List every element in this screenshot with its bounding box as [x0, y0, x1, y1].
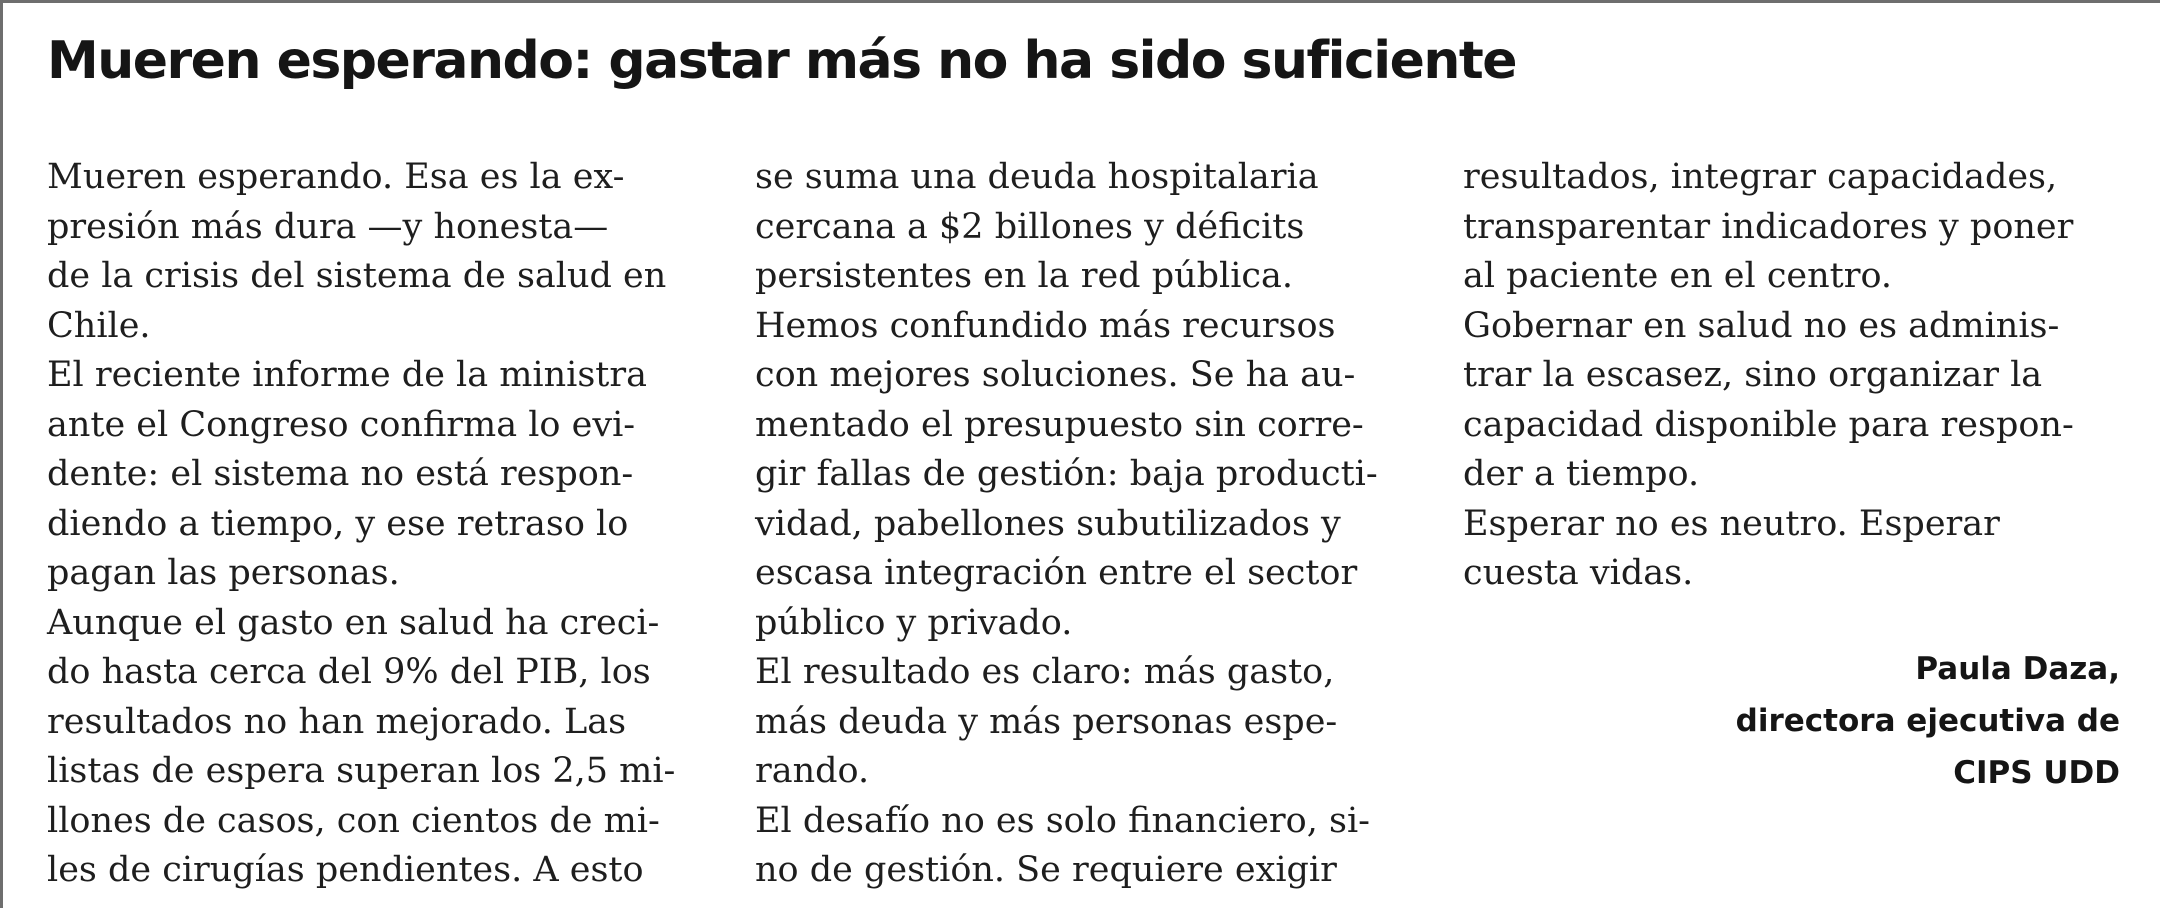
- body-line: llones de casos, con cientos de mi-: [47, 800, 660, 841]
- body-line: persistentes en la red pública.: [755, 256, 1294, 296]
- body-line: escasa integración entre el sector: [755, 553, 1358, 593]
- column-3: [1463, 153, 2160, 599]
- body-line: der a tiempo.: [1463, 454, 1700, 494]
- body-line: se suma una deuda hospitalaria: [755, 157, 1319, 197]
- body-line: Gobernar en salud no es adminis-: [1463, 305, 2060, 346]
- body-line: pagan las personas.: [47, 553, 400, 593]
- body-line: Hemos confundido más recursos: [755, 305, 1336, 346]
- body-line: Aunque el gasto en salud ha creci-: [47, 602, 660, 643]
- body-line: El desafío no es solo financiero, si-: [755, 800, 1370, 841]
- body-line: Esperar no es neutro. Esperar: [1463, 503, 2000, 544]
- body-line: público y privado.: [755, 602, 1073, 643]
- body-line: dente: el sistema no está respon-: [47, 454, 634, 494]
- body-line: listas de espera superan los 2,5 mi-: [47, 751, 676, 791]
- body-line: les de cirugías pendientes. A esto: [47, 850, 644, 890]
- body-line: cercana a $2 billones y déficits: [755, 206, 1305, 247]
- author-organization: CIPS UDD: [1953, 755, 2120, 791]
- body-line: diendo a tiempo, y ese retraso lo: [47, 503, 629, 544]
- body-line: de la crisis del sistema de salud en: [47, 256, 667, 296]
- author-name: Paula Daza,: [1915, 651, 2120, 687]
- headline: Mueren esperando: gastar más no ha sido suficiente: [47, 31, 1517, 91]
- body-line: vidad, pabellones subutilizados y: [755, 503, 1341, 544]
- body-line: Chile.: [47, 305, 151, 346]
- body-line: Mueren esperando. Esa es la ex-: [47, 157, 625, 197]
- body-line: do hasta cerca del 9% del PIB, los: [47, 652, 651, 692]
- body-line: capacidad disponible para respon-: [1463, 404, 2074, 445]
- author-role: directora ejecutiva de: [1735, 703, 2120, 739]
- byline: [1736, 643, 2120, 799]
- body-line: resultados, integrar capacidades,: [1463, 157, 2058, 197]
- body-line: El reciente informe de la ministra: [47, 355, 647, 395]
- body-line: más deuda y más personas espe-: [755, 701, 1338, 742]
- body-line: mentado el presupuesto sin corre-: [755, 404, 1364, 445]
- body-line: resultados no han mejorado. Las: [47, 701, 627, 742]
- body-line: gir fallas de gestión: baja producti-: [755, 454, 1378, 494]
- body-line: transparentar indicadores y poner: [1463, 206, 2074, 247]
- body-line: cuesta vidas.: [1463, 553, 1694, 593]
- body-line: no de gestión. Se requiere exigir: [755, 850, 1337, 890]
- body-line: presión más dura —y honesta—: [47, 206, 609, 247]
- column-2: [755, 153, 1455, 896]
- body-line: El resultado es claro: más gasto,: [755, 652, 1335, 692]
- body-line: al paciente en el centro.: [1463, 256, 1893, 296]
- body-line: ante el Congreso confirma lo evi-: [47, 404, 636, 445]
- body-line: con mejores soluciones. Se ha au-: [755, 355, 1356, 395]
- body-line: rando.: [755, 751, 870, 791]
- column-1: [47, 153, 747, 896]
- body-line: trar la escasez, sino organizar la: [1463, 355, 2043, 395]
